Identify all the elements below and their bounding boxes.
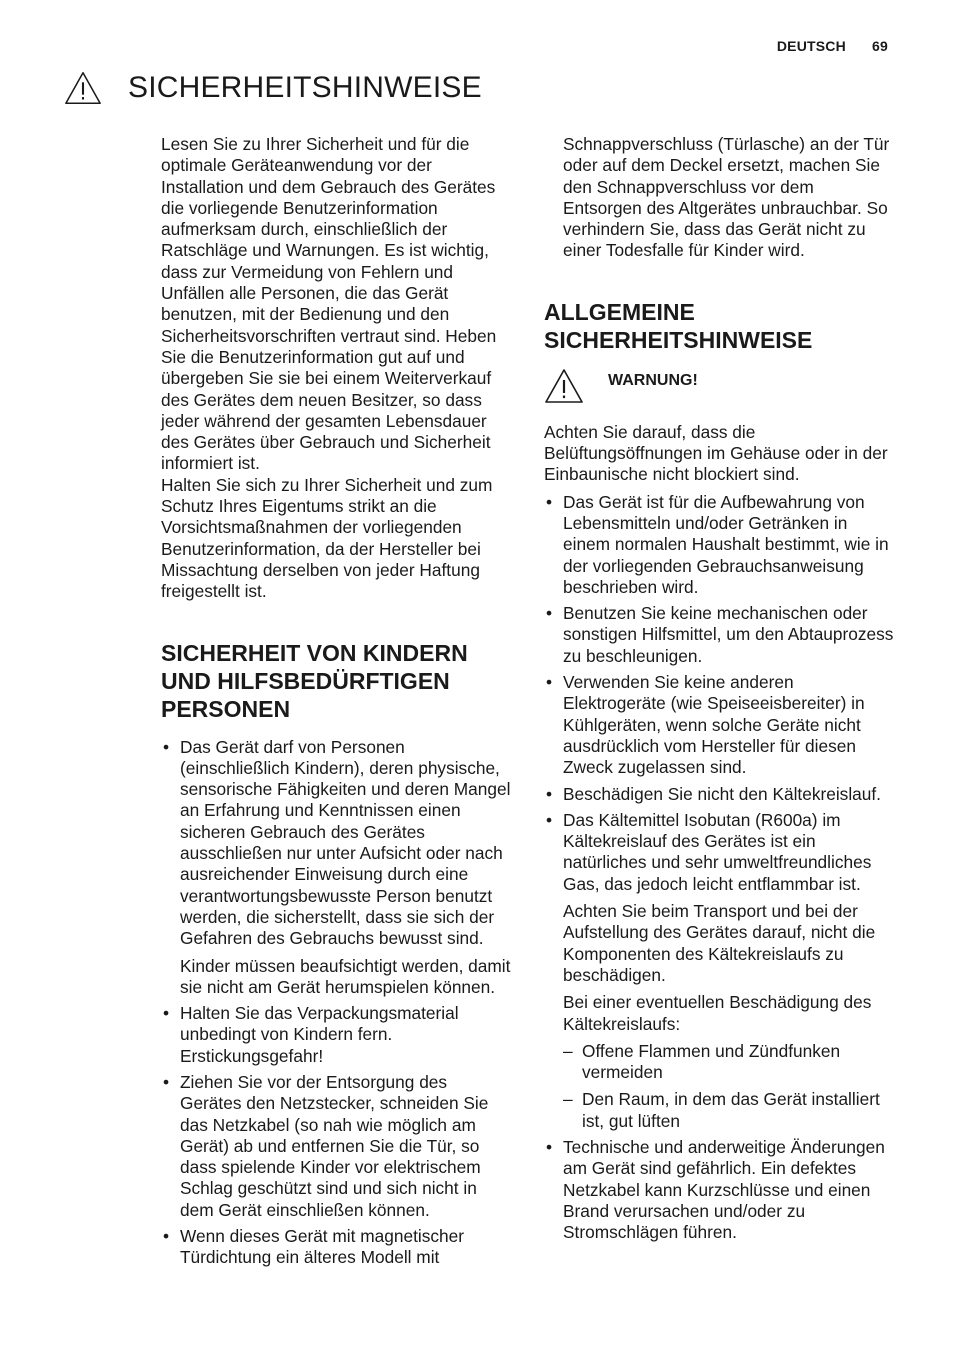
page-header xyxy=(777,38,888,54)
language-label: DEUTSCH xyxy=(776,38,846,54)
list-item xyxy=(161,1072,513,1221)
list-item xyxy=(161,1003,513,1067)
continuation-text: Schnappverschluss (Türlasche) an der Tür oder auf dem Deckel ersetzt, machen Sie den Schnappverschluss vor dem Entsorgen des Altgerätes unbrauchbar. So verhindern Sie, dass das Gerät nicht zu einer Todesfalle für Kinder wird. xyxy=(563,134,890,261)
title-row xyxy=(64,70,482,106)
list-item-text: • Wenn dieses Gerät mit magnetischer Türdichtung ein älteres Modell mit xyxy=(180,1226,464,1268)
list-item-text: • Beschädigen Sie nicht den Kältekreislauf. xyxy=(563,783,881,804)
list-item-subtext: Bei einer eventuellen Beschädigung des Kältekreislaufs: xyxy=(563,992,872,1034)
children-safety-list xyxy=(161,737,513,1269)
warning-triangle-icon xyxy=(64,70,102,106)
list-item-text: • Das Kältemittel Isobutan (R600a) im Kältekreislauf des Gerätes ist ein natürliches und sehr umweltfreundliches Gas, das jedoch leicht entflammbar ist. xyxy=(563,809,872,894)
dash-item: – Offene Flammen und Zündfunken vermeiden xyxy=(563,1041,896,1084)
list-item xyxy=(544,672,896,778)
intro-paragraph: Lesen Sie zu Ihrer Sicherheit und für die optimale Geräteanwendung vor der Installation und dem Gebrauch des Gerätes die vorliegende Benutzerinformation aufmerksam durch, einschließlich der Ratschläge und Warnungen. Es ist wichtig, dass zur Vermeidung von Fehlern und Unfällen alle Personen, die das Gerät benutzen, mit der Bedienung und den Sicherheitsvorschriften vertraut sind. Heben Sie die Benutzerinformation gut auf und übergeben Sie sie bei einem Weiterverkauf des Gerätes dem neuen Besitzer, so dass jeder während der gesamten Lebensdauer des Gerätes über Gebrauch und Sicherheit informiert ist. xyxy=(161,134,497,474)
list-item-text: • Ziehen Sie vor der Entsorgung des Gerätes den Netzstecker, schneiden Sie das Netzkabel (so nah wie möglich am Gerät) ab und entfernen Sie die Tür, so dass spielende Kinder vor elektrischem Schlag geschützt sind und sich nicht in dem Gerät einschließen können. xyxy=(180,1071,489,1220)
list-item-text: • Technische und anderweitige Änderungen am Gerät sind gefährlich. Ein defektes Netzkabel kann Kurzschlüsse und einen Brand verursachen und/oder zu Stromschlägen führen. xyxy=(563,1136,885,1243)
general-lead: Achten Sie darauf, dass die Belüftungsöffnungen im Gehäuse oder in der Einbaunische nicht blockiert sind. xyxy=(544,421,888,485)
section-heading-children: SICHERHEIT VON KINDERN UND HILFSBEDÜRFTIGEN PERSONEN xyxy=(161,639,468,722)
list-item-subtext: Achten Sie beim Transport und bei der Aufstellung des Gerätes darauf, nicht die Komponenten des Kältekreislaufs zu beschädigen. xyxy=(563,901,876,985)
general-safety-list xyxy=(544,492,896,1244)
dash-item: – Den Raum, in dem das Gerät installiert ist, gut lüften xyxy=(563,1089,896,1132)
list-item-text: • Halten Sie das Verpackungsmaterial unbedingt von Kindern fern. Erstickungsgefahr! xyxy=(180,1003,459,1066)
warning-triangle-icon xyxy=(544,368,584,404)
warning-box xyxy=(544,368,896,404)
list-item xyxy=(544,810,896,1132)
list-item xyxy=(544,603,896,667)
page-number: 69 xyxy=(872,38,888,54)
list-item xyxy=(161,1226,513,1269)
list-item-subtext: Kinder müssen beaufsichtigt werden, damit sie nicht am Gerät herumspielen können. xyxy=(180,955,511,997)
warning-label: WARNUNG! xyxy=(608,371,698,389)
list-item xyxy=(161,737,513,999)
list-item xyxy=(544,1137,896,1243)
dash-list xyxy=(563,1041,896,1132)
left-column xyxy=(161,134,513,1274)
list-item-text: • Benutzen Sie keine mechanischen oder sonstigen Hilfsmittel, um den Abtauprozess zu beschleunigen. xyxy=(563,603,894,666)
page-title: SICHERHEITSHINWEISE xyxy=(128,71,482,104)
list-item-text: • Das Gerät ist für die Aufbewahrung von Lebensmitteln und/oder Getränken in einem normalen Haushalt bestimmt, wie in der vorliegenden Gebrauchsanweisung beschrieben wird. xyxy=(563,491,889,597)
section-heading-general: ALLGEMEINE SICHERHEITSHINWEISE xyxy=(544,298,813,353)
list-item-text: • Das Gerät darf von Personen (einschließlich Kindern), deren physische, sensorische Fähigkeiten und deren Mangel an Erfahrung und Kenntnissen einen sicheren Gebrauch des Gerätes ausschließen nur unter Aufsicht oder nach ausreichender Einweisung durch eine verantwortungsbewusste Person benutzt werden, die sicherstellt, dass sie sich der Gefahren des Gebrauchs bewusst sind. xyxy=(180,736,511,949)
list-item-text: • Verwenden Sie keine anderen Elektrogeräte (wie Speiseeisbereiter) in Kühlgeräten, wenn solche Geräte nicht ausdrücklich vom Hersteller für diesen Zweck zugelassen sind. xyxy=(563,672,865,778)
list-item xyxy=(544,784,896,805)
intro-paragraph: Halten Sie sich zu Ihrer Sicherheit und zum Schutz Ihres Eigentums strikt an die Vorsichtsmaßnahmen der vorliegenden Benutzerinformation, da der Hersteller bei Missachtung derselben von jeder Haftung freigestellt ist. xyxy=(161,474,493,602)
right-column xyxy=(544,134,896,1248)
list-item xyxy=(544,492,896,598)
